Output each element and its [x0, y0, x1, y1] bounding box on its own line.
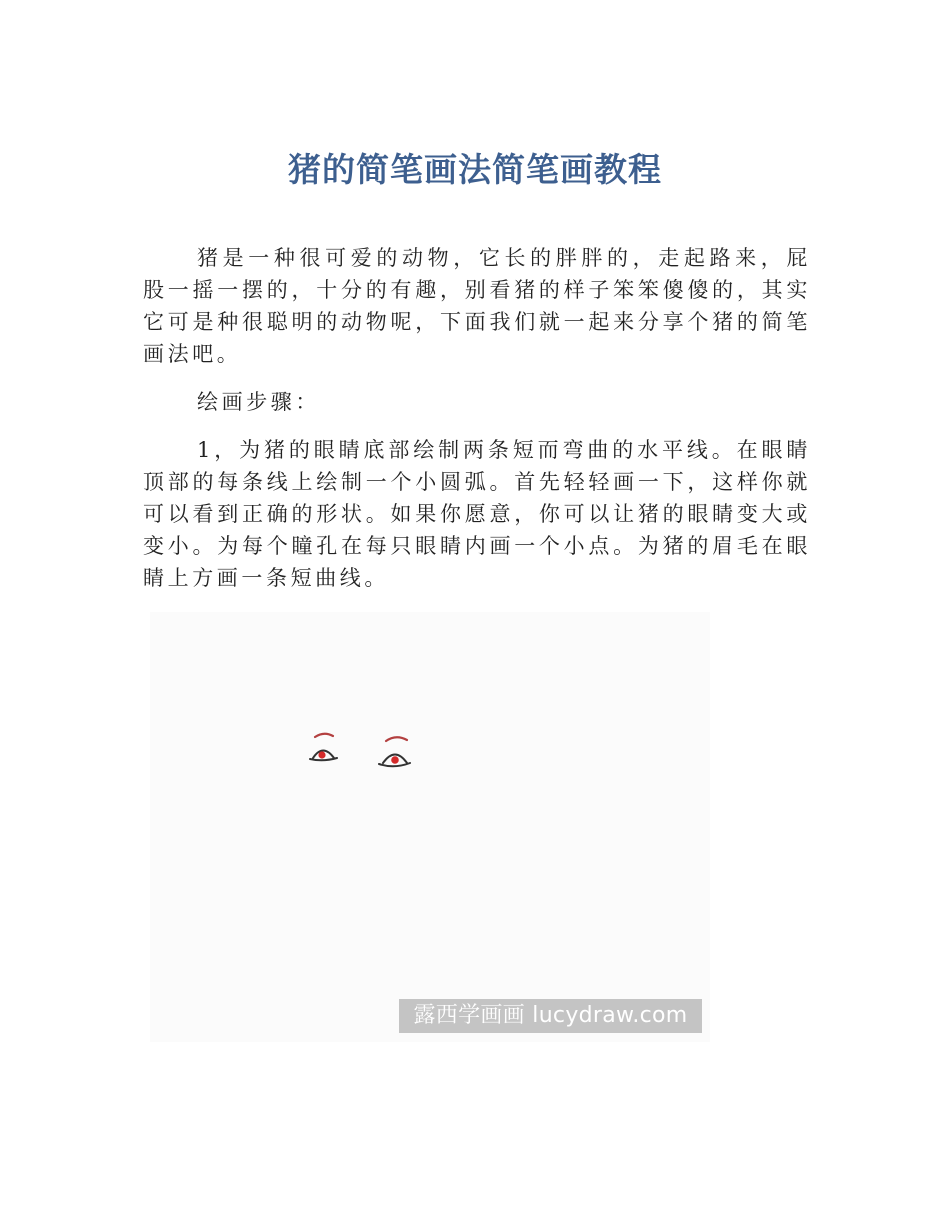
left-pupil — [318, 751, 325, 758]
right-eyebrow — [386, 737, 407, 741]
steps-heading: 绘画步骤： — [197, 390, 320, 414]
eyes-drawing — [150, 612, 710, 1042]
right-pupil — [391, 756, 399, 764]
pig-eyes-illustration — [150, 612, 710, 1042]
left-eye-bottom-line — [310, 758, 337, 760]
intro-paragraph: 猪是一种很可爱的动物，它长的胖胖的，走起路来，屁股一摇一摆的，十分的有趣，别看猪的样子笨笨傻傻的，其实它可是种很聪明的动物呢，下面我们就一起来分享个猪的简笔画法吧。 — [143, 246, 811, 366]
step-1-paragraph: 1，为猪的眼睛底部绘制两条短而弯曲的水平线。在眼睛顶部的每条线上绘制一个小圆弧。首先轻轻画一下，这样你就可以看到正确的形状。如果你愿意，你可以让猪的眼睛变大或变小。为每个瞳孔在每只眼睛内画一个小点。为猪的眉毛在眼睛上方画一条短曲线。 — [143, 438, 811, 590]
page-title: 猪的简笔画法简笔画教程 — [288, 150, 662, 189]
watermark: 露西学画画 lucydraw.com — [399, 999, 702, 1033]
left-eyebrow — [315, 734, 333, 737]
